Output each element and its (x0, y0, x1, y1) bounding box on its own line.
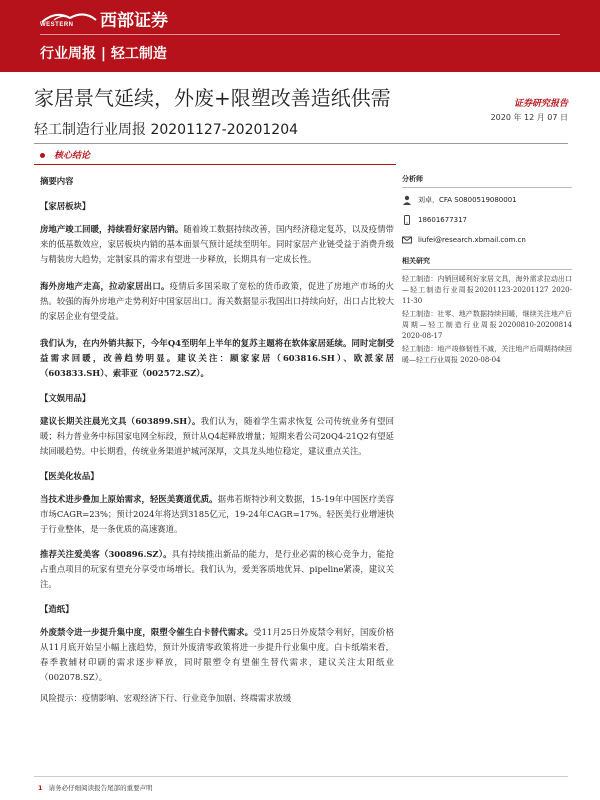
analyst-name-row (402, 192, 572, 208)
paragraph: 外废禁令进一步提升集中度，限塑令催生白卡替代需求。受11月25日外废禁令利好，国废价格从11月底开始呈小幅上涨趋势，预计外废清零政策将进一步提升行业集中度。白卡纸端来看，春季教辅材印刷的需求逐步释放，同时限塑令有望催生替代需求，建议关注太阳纸业（002078.SZ）。 (40, 627, 394, 682)
email-icon (402, 235, 412, 245)
person-icon (402, 195, 412, 205)
report-title: 家居景气延续，外废+限塑改善造纸供需 (34, 86, 391, 110)
risk-warning: 风险提示：疫情影响、宏观经济下行、行业竞争加剧、终端需求放缓 (40, 693, 292, 703)
header-category: 行业周报 | 轻工制造 (40, 46, 167, 62)
related-list (402, 274, 572, 366)
logo-chinese: 西部证券 (100, 11, 168, 31)
paragraph: 房地产竣工回暖，持续看好家居内销。随着竣工数据持续改善，国内经济稳定复苏，以及疫情带来的低基数效应，家居板块内销的基本面景气预计延续至明年。同时家居产业链受益于消费升级与精装房大趋势，定制家具的需求有望进一步释放，长期具有一定成长性。 (40, 224, 395, 264)
logo-english: WESTERN (40, 22, 74, 28)
footer (38, 783, 153, 792)
paragraph: 当技术进步叠加上原始需求，轻医美赛道优质。据弗若斯特沙利文数据，15-19年中国医疗美容市场CAGR=23%；预计2024年将达到3185亿元，19-24年CAGR=17%。轻医美行业增速快于行业整体，是一条优质的高速赛道。 (40, 494, 394, 534)
sidebar (402, 168, 572, 368)
section-tag-home: 【家居板块】 (40, 201, 91, 211)
header-divider (40, 34, 560, 35)
analyst-phone: 18601677317 (418, 216, 467, 224)
footer-disclaimer: 请务必仔细阅读报告尾部的重要声明 (48, 784, 153, 792)
paragraph: 推荐关注爱美客（300896.SZ）。具有持续推出新品的能力，是行业必需的核心竞争力，能抢占重点项目的玩家有望充分享受市场增长。我们认为，爱美客质地优异、pipeline紧凑，建议关注。 (40, 549, 394, 589)
section-tag-paper: 【造纸】 (40, 604, 74, 614)
page-number: 1 (38, 784, 43, 792)
phone-icon (402, 215, 412, 225)
main-content (40, 168, 394, 706)
report-type: 证券研究报告 (513, 99, 568, 109)
report-subtitle: 轻工制造行业周报 20201127-20201204 (34, 122, 299, 138)
summary-heading: 摘要内容 (40, 176, 74, 186)
analyst-heading: 分析师 (402, 174, 572, 188)
analyst-name: 刘卓，CFA S0800519080001 (418, 196, 517, 204)
related-report-link[interactable]: 轻工制造：社零、地产数据持续回暖，继续关注地产后周期—轻工制造行业周报20200810-20200814 2020-08-17 (402, 310, 572, 340)
core-rule (34, 164, 396, 165)
section-tag-cosmetics: 【医美化妆品】 (40, 471, 99, 481)
core-conclusion-label: 核心结论 (54, 151, 91, 161)
bullet-dot-icon (40, 153, 45, 158)
paragraph: 海外房地产走高，拉动家居出口。疫情后多国采取了宽松的货币政策，促进了房地产市场的火热。较强的海外房地产走势利好中国家居出口。海关数据显示我国出口持续向好，出口占比较大的家居企业有望受益。 (40, 281, 394, 321)
report-date: 2020 年 12 月 07 日 (490, 113, 568, 122)
related-report-link[interactable]: 轻工制造：内销回暖利好家居文具，海外需求拉动出口—轻工制造行业周报20201123-20201127 2020-11-30 (402, 275, 572, 305)
email-row (402, 232, 572, 248)
related-report-link[interactable]: 轻工制造：地产竣修韧性不减，关注地产后周期持续回暖—轻工行业周报 2020-08-04 (402, 345, 572, 364)
phone-row (402, 212, 572, 228)
footer-rule (34, 776, 568, 777)
title-rule (34, 143, 568, 144)
analyst-email[interactable]: liufei@research.xbmail.com.cn (418, 236, 526, 244)
paragraph: 建议长期关注晨光文具（603899.SH）。我们认为，随着学生需求恢复 公司传统业务有望回暖；科力普业务中标国家电网全标段，预计从Q4起释放增量；短期来看公司20Q4-21Q2有望延续回暖趋势。中长期看，传统业务渠道护城河深厚，文具龙头地位稳定，建议重点关注。 (40, 416, 394, 456)
paragraph: 我们认为，在内外销共振下，今年Q4至明年上半年的复苏主题将在软体家居延续。同时定制受益需求回暖，改善趋势明显。建议关注：顾家家居（603816.SH）、欧派家居（603833.SH）、索菲亚（002572.SZ）。 (40, 338, 394, 378)
section-tag-stationery: 【文娱用品】 (40, 393, 91, 403)
related-heading: 相关研究 (402, 256, 572, 270)
header-band (0, 0, 600, 72)
